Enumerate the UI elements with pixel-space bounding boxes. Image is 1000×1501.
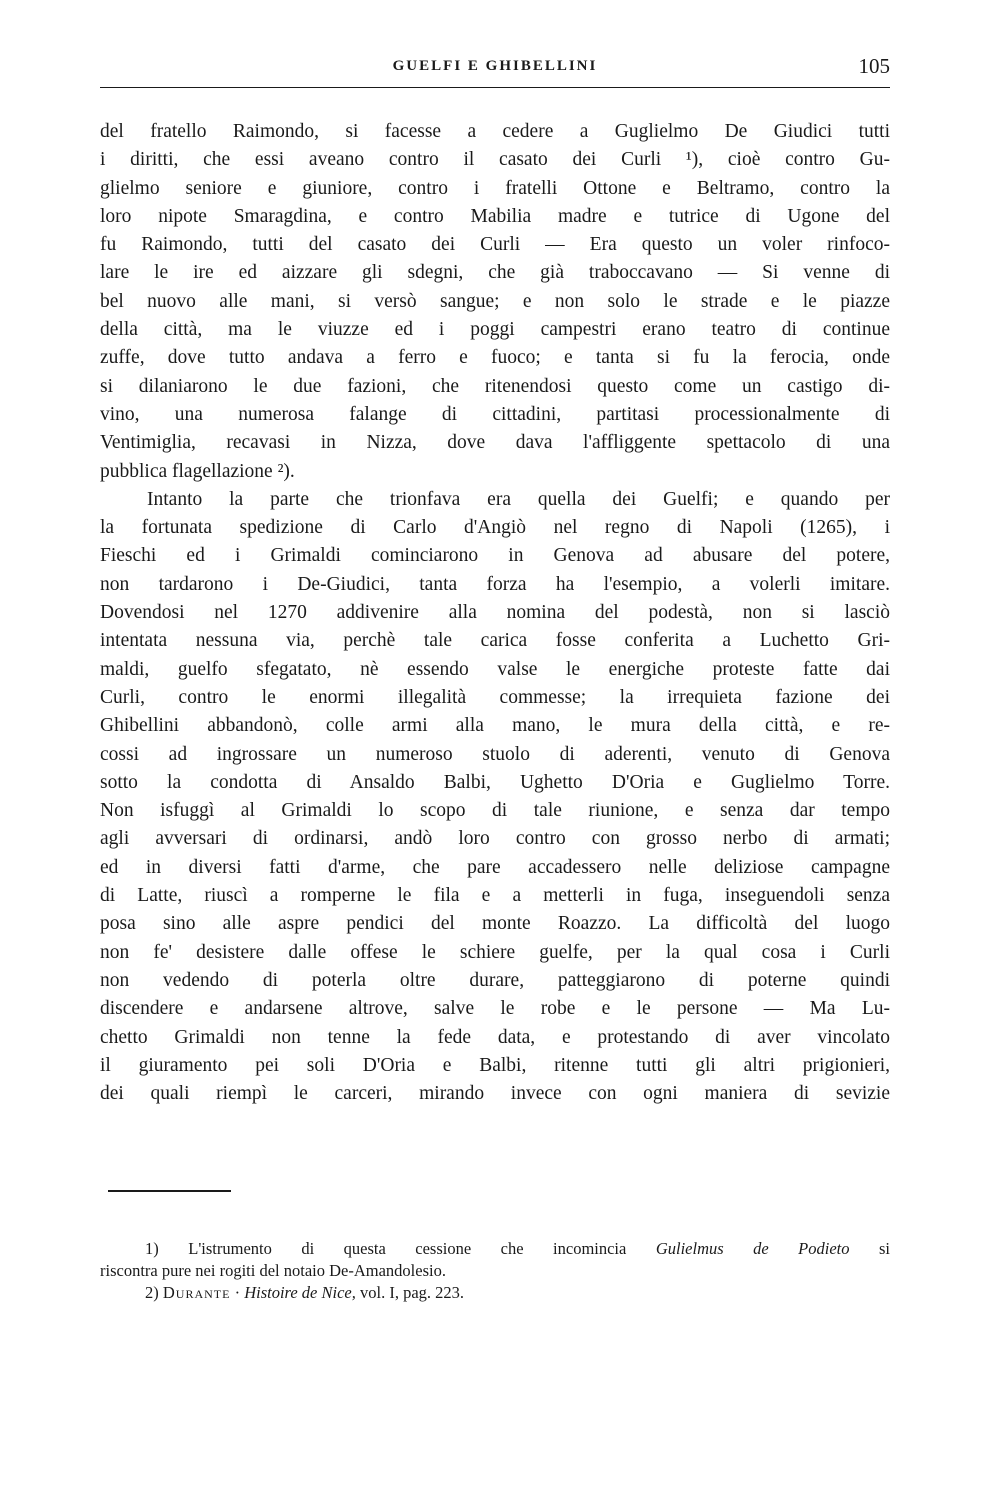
text-line: non vedendo di poterla oltre durare, patteggiarono di poterne quindi [100, 969, 890, 991]
text-line: non tardarono i De-Giudici, tanta forza ha l'esempio, a volerli imitare. [100, 573, 890, 595]
footnote-rule [108, 1190, 231, 1192]
footnote-italic: Gulielmus de Podieto [655, 1239, 850, 1258]
page-header [100, 54, 890, 84]
text-line: non fe' desistere dalle offese le schiere guelfe, per la qual cosa i Curli [100, 941, 890, 963]
text-line: maldi, guelfo sfegatato, nè essendo valse le energiche proteste fatte dai [100, 658, 890, 680]
footnote-text: si [879, 1239, 890, 1258]
running-title: GUELFI E GHIBELLINI [392, 58, 598, 74]
text-line: Intanto la parte che trionfava era quella dei Guelfi; e quando per [147, 488, 890, 510]
text-line: posa sino alle aspre pendici del monte Roazzo. La difficoltà del luogo [100, 913, 890, 935]
text-line: ed in diversi fatti d'arme, che pare accadessero nelle deliziose campagne [100, 856, 890, 878]
text-line: intentata nessuna via, perchè tale carica fosse conferita a Luchetto Gri- [100, 630, 890, 652]
text-line: Dovendosi nel 1270 addivenire alla nomina del podestà, non si lasciò [100, 602, 890, 624]
text-line: vino, una numerosa falange di cittadini, partitasi processionalmente di [100, 403, 890, 425]
text-line: glielmo seniore e giuniore, contro i fratelli Ottone e Beltramo, contro la [100, 177, 890, 199]
footnote-1 [100, 1238, 890, 1260]
text-line: si dilaniarono le due fazioni, che ritenendosi questo come un castigo di- [100, 375, 890, 397]
text-line: discendere e andarsene altrove, salve le robe e le persone — Ma Lu- [100, 998, 890, 1020]
text-line: Ventimiglia, recavasi in Nizza, dove dava l'affliggente spettacolo di una [100, 432, 890, 454]
footnote-title: Histoire de Nice, [244, 1283, 356, 1302]
text-line: chetto Grimaldi non tenne la fede data, e protestando di aver vincolato [100, 1026, 890, 1048]
text-line: dei quali riempì le carceri, mirando invece con ogni maniera di sevizie [100, 1083, 890, 1105]
text-line: cossi ad ingrossare un numeroso stuolo di aderenti, venuto di Genova [100, 743, 890, 765]
text-line: bel nuovo alle mani, si versò sangue; e non solo le strade e le piazze [100, 290, 890, 312]
text-line: la fortunata spedizione di Carlo d'Angiò nel regno di Napoli (1265), i [100, 517, 890, 539]
footnote-label: 1) [145, 1239, 159, 1258]
text-line: i diritti, che essi aveano contro il casato dei Curli ¹), cioè contro Gu- [100, 149, 890, 171]
footnote-separator: · [234, 1283, 241, 1302]
footnote-1-continued: riscontra pure nei rogiti del notaio De-Amandolesio. [100, 1261, 446, 1280]
text-line: del fratello Raimondo, si facesse a cedere a Guglielmo De Giudici tutti [100, 121, 890, 142]
text-line: della città, ma le viuzze ed i poggi campestri erano teatro di continue [100, 319, 890, 341]
text-line: pubblica flagellazione ²). [100, 460, 295, 482]
text-line: agli avversari di ordinarsi, andò loro contro con grosso nerbo di armati; [100, 828, 890, 850]
footnote-author: Durante [162, 1283, 231, 1302]
text-line: sotto la condotta di Ansaldo Balbi, Ughetto D'Oria e Guglielmo Torre. [100, 771, 890, 793]
footnote-2 [100, 1282, 890, 1304]
text-line: loro nipote Smaragdina, e contro Mabilia madre e tutrice di Ugone del [100, 205, 890, 227]
footnote-text: vol. I, pag. 223. [360, 1283, 465, 1302]
page-number: 105 [858, 54, 890, 78]
text-line: di Latte, riuscì a romperne le fila e a metterli in fuga, inseguendoli senza [100, 885, 890, 907]
header-rule [100, 87, 890, 88]
text-line: Curli, contro le enormi illegalità commesse; la irrequieta fazione dei [100, 686, 890, 708]
footnotes [100, 1238, 890, 1304]
footnote-text: L'istrumento di questa cessione che incomincia [188, 1239, 627, 1258]
text-line: Ghibellini abbandonò, colle armi alla mano, le mura della città, e re- [100, 715, 890, 737]
text-line: zuffe, dove tutto andava a ferro e fuoco; e tanta si fu la ferocia, onde [100, 347, 890, 369]
body-text [100, 118, 890, 1108]
text-line: Fieschi ed i Grimaldi cominciarono in Genova ad abusare del potere, [100, 545, 890, 567]
text-line: Non isfuggì al Grimaldi lo scopo di tale riunione, e senza dar tempo [100, 800, 890, 822]
text-line: lare le ire ed aizzare gli sdegni, che già traboccavano — Si venne di [100, 262, 890, 284]
text-line: il giuramento pei soli D'Oria e Balbi, ritenne tutti gli altri prigionieri, [100, 1054, 890, 1076]
text-line: fu Raimondo, tutti del casato dei Curli — Era questo un voler rinfoco- [100, 234, 890, 256]
footnote-label: 2) [145, 1283, 159, 1302]
